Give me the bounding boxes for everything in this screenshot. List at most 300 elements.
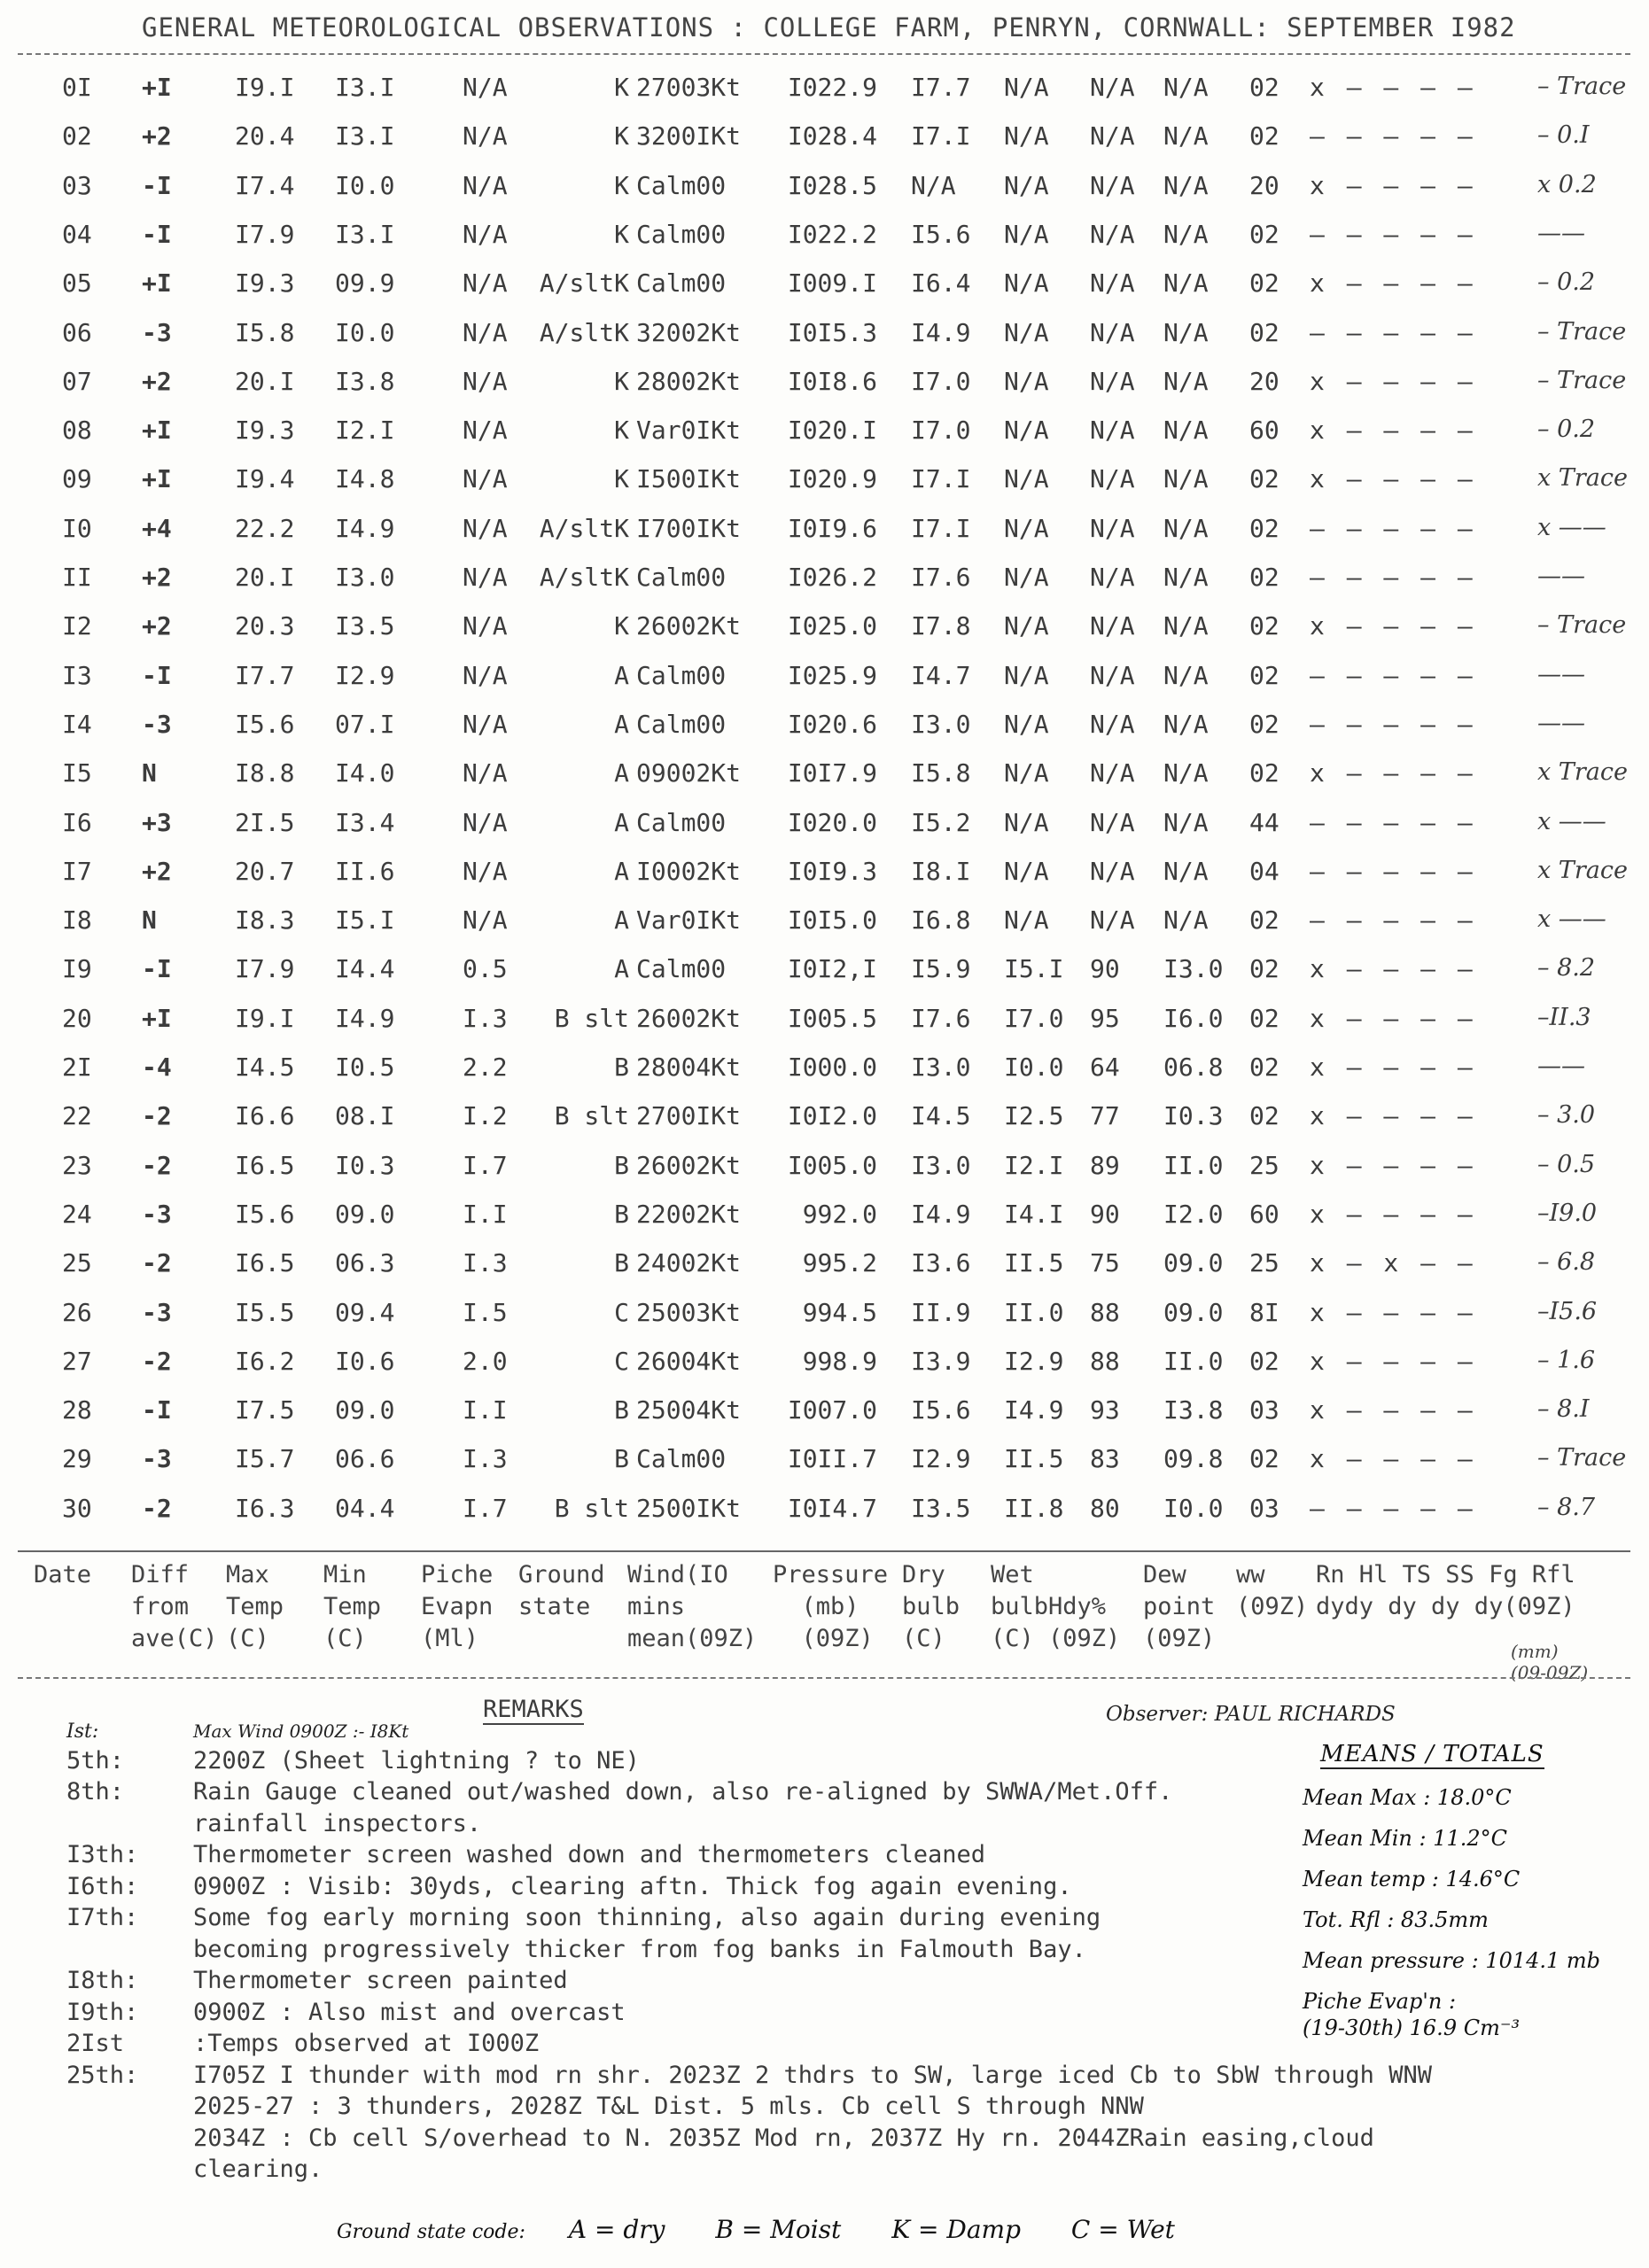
cell-ww: 02 [1249,1444,1280,1474]
header-dry-bulb: Dry bulb (C) [902,1561,961,1652]
cell-max: I6.5 [235,1248,295,1278]
table-row [0,1435,1649,1483]
cell-dew: II.0 [1163,1346,1224,1376]
table-row [0,897,1649,944]
cell-date: 04 [62,219,92,249]
cell-pressure: I022.2 [787,219,877,249]
cell-ww: 02 [1249,513,1280,543]
cell-pressure: I007.0 [787,1395,877,1425]
cell-piche: N/A [463,856,508,886]
cell-rnhl: x – – – – [1310,366,1476,396]
cell-max: I9.I [235,1003,295,1033]
cell-diff: +2 [142,366,172,396]
cell-date: 02 [62,121,92,151]
cell-ground: K [614,219,629,249]
cell-diff: +4 [142,513,172,543]
cell-date: 29 [62,1444,92,1474]
header-date: Date [34,1561,92,1588]
cell-dry: I7.I [911,121,971,151]
header-rfl-unit: (mm) (09-09Z) [1511,1641,1589,1683]
cell-wet: I7.0 [1004,1003,1064,1033]
cell-rnhl: x – – – – [1310,268,1476,299]
cell-date: 07 [62,366,92,396]
cell-wet: II.0 [1004,1297,1064,1327]
cell-dew: I0.0 [1163,1493,1224,1523]
cell-max: 22.2 [235,513,295,543]
cell-ww: 02 [1249,709,1280,739]
table-row [0,1289,1649,1337]
cell-diff: +I [142,1003,172,1033]
cell-ww: 02 [1249,317,1280,347]
cell-date: 03 [62,170,92,200]
cell-date: 06 [62,317,92,347]
cell-wind: Var0IKt [636,416,742,446]
cell-hdy: N/A [1090,660,1135,690]
cell-date: 26 [62,1297,92,1327]
cell-diff: -4 [142,1052,172,1082]
cell-wet: N/A [1004,660,1049,690]
cell-pressure: I0II.7 [787,1444,877,1474]
cell-hdy: 95 [1090,1003,1120,1033]
cell-wind: Calm00 [636,660,727,690]
remark-date-label: I7th: [66,1904,139,1931]
cell-rnhl: x – – – – [1310,1297,1476,1327]
cell-wet: N/A [1004,856,1049,886]
cell-wet: N/A [1004,611,1049,641]
cell-hdy: N/A [1090,513,1135,543]
cell-min: I3.I [335,73,395,102]
cell-dry: I3.0 [911,1052,971,1082]
cell-pressure: 998.9 [802,1346,877,1376]
cell-hdy: N/A [1090,905,1135,936]
cell-max: I7.9 [235,219,295,249]
cell-pressure: I020.I [787,416,877,446]
cell-ground: A [614,807,629,837]
cell-dew: I3.0 [1163,954,1224,984]
cell-pressure: 994.5 [802,1297,877,1327]
cell-rfl: –I9.0 [1537,1199,1598,1227]
cell-date: I5 [62,758,92,788]
cell-ww: 20 [1249,366,1280,396]
cell-piche: I.3 [463,1444,508,1474]
cell-date: 08 [62,416,92,446]
cell-max: I5.5 [235,1297,295,1327]
table-row [0,260,1649,307]
cell-dry: I3.0 [911,709,971,739]
cell-hdy: 90 [1090,1199,1120,1229]
header-ground: Ground state [518,1561,605,1620]
cell-hdy: N/A [1090,709,1135,739]
cell-ground: A/sltK [539,317,629,347]
cell-wet: N/A [1004,905,1049,936]
cell-ground: B [614,1248,629,1278]
cell-ww: 02 [1249,268,1280,299]
cell-min: 04.4 [335,1493,395,1523]
cell-date: 09 [62,464,92,494]
cell-rnhl: x – x – – [1310,1248,1476,1278]
cell-dry: I7.0 [911,366,971,396]
cell-ww: 60 [1249,1199,1280,1229]
cell-dry: I6.4 [911,268,971,299]
remark-text: Thermometer screen painted [193,1967,568,1994]
cell-ww: 02 [1249,611,1280,641]
cell-wind: 3200IKt [636,121,742,151]
cell-rfl: – 0.2 [1537,268,1596,297]
cell-wet: N/A [1004,416,1049,446]
cell-hdy: N/A [1090,807,1135,837]
top-divider [18,53,1630,55]
cell-dry: I7.7 [911,73,971,102]
cell-rnhl: – – – – – [1310,660,1476,690]
cell-rfl: – 0.2 [1537,416,1596,444]
cell-diff: -3 [142,1199,172,1229]
cell-rnhl: – – – – – [1310,905,1476,936]
cell-rnhl: x – – – – [1310,1101,1476,1131]
cell-ww: 8I [1249,1297,1280,1327]
cell-hdy: N/A [1090,73,1135,102]
cell-ww: 03 [1249,1493,1280,1523]
cell-max: I6.5 [235,1150,295,1180]
cell-rfl: – Trace [1537,317,1627,346]
cell-dry: N/A [911,170,956,200]
cell-diff: +2 [142,856,172,886]
cell-date: I0 [62,513,92,543]
cell-hdy: 90 [1090,954,1120,984]
cell-date: 28 [62,1395,92,1425]
table-row [0,1191,1649,1239]
cell-dry: I2.9 [911,1444,971,1474]
cell-ground: A [614,709,629,739]
cell-wind: Var0IKt [636,905,742,936]
cell-min: I0.3 [335,1150,395,1180]
cell-ww: 02 [1249,954,1280,984]
cell-date: I2 [62,611,92,641]
remark-text: :Temps observed at I000Z [193,2030,540,2057]
cell-dew: N/A [1163,563,1209,592]
cell-ww: 03 [1249,1395,1280,1425]
cell-diff: +2 [142,611,172,641]
cell-dew: N/A [1163,121,1209,151]
table-row [0,1338,1649,1386]
cell-piche: N/A [463,219,508,249]
cell-hdy: N/A [1090,611,1135,641]
cell-date: I4 [62,709,92,739]
cell-pressure: I028.5 [787,170,877,200]
cell-dew: N/A [1163,416,1209,446]
cell-min: I3.5 [335,611,395,641]
cell-wind: 25003Kt [636,1297,742,1327]
table-row [0,602,1649,650]
cell-piche: I.5 [463,1297,508,1327]
cell-ww: 02 [1249,219,1280,249]
remarks-divider [18,1677,1630,1679]
cell-max: I6.3 [235,1493,295,1523]
cell-rnhl: x – – – – [1310,1346,1476,1376]
cell-max: I5.7 [235,1444,295,1474]
cell-dry: I3.5 [911,1493,971,1523]
cell-rnhl: – – – – – [1310,317,1476,347]
cell-ground: K [614,611,629,641]
cell-wet: I0.0 [1004,1052,1064,1082]
cell-wet: II.8 [1004,1493,1064,1523]
cell-wet: II.5 [1004,1444,1064,1474]
cell-ww: 02 [1249,660,1280,690]
cell-wet: II.5 [1004,1248,1064,1278]
means-item: Mean Max : 18.0°C [1303,1785,1512,1810]
cell-wind: 09002Kt [636,758,742,788]
cell-diff: -I [142,954,172,984]
cell-ground: B slt [554,1101,629,1131]
cell-rfl: –I5.6 [1537,1297,1598,1325]
cell-wind: 26002Kt [636,1150,742,1180]
cell-min: I3.4 [335,807,395,837]
cell-dry: I6.8 [911,905,971,936]
cell-min: I5.I [335,905,395,936]
cell-dew: II.0 [1163,1150,1224,1180]
cell-diff: +2 [142,563,172,592]
cell-dew: 06.8 [1163,1052,1224,1082]
table-row [0,162,1649,210]
remark-date-label: Ist: [66,1720,99,1743]
cell-min: I0.0 [335,170,395,200]
cell-dew: I0.3 [1163,1101,1224,1131]
cell-max: I8.3 [235,905,295,936]
remark-text: Rain Gauge cleaned out/washed down, also re-aligned by SWWA/Met.Off. [193,1778,1173,1806]
cell-dew: N/A [1163,366,1209,396]
cell-wet: I2.I [1004,1150,1064,1180]
cell-rnhl: – – – – – [1310,121,1476,151]
cell-hdy: N/A [1090,856,1135,886]
cell-rfl: x —— [1537,513,1606,541]
cell-rfl: – 8.2 [1537,954,1596,983]
cell-ground: K [614,366,629,396]
cell-dry: I5.2 [911,807,971,837]
cell-pressure: I000.0 [787,1052,877,1082]
cell-piche: I.2 [463,1101,508,1131]
cell-ground: A [614,954,629,984]
cell-diff: N [142,758,157,788]
means-item: Mean temp : 14.6°C [1303,1867,1521,1891]
remark-text: 2034Z : Cb cell S/overhead to N. 2035Z Mod rn, 2037Z Hy rn. 2044ZRain easing,cloud [193,2124,1374,2152]
cell-pressure: I0I2.0 [787,1101,877,1131]
cell-dew: I2.0 [1163,1199,1224,1229]
table-row [0,1485,1649,1533]
cell-piche: N/A [463,709,508,739]
cell-piche: 2.0 [463,1346,508,1376]
table-row [0,701,1649,749]
cell-wet: N/A [1004,268,1049,299]
cell-dew: N/A [1163,219,1209,249]
cell-dry: I3.9 [911,1346,971,1376]
cell-piche: N/A [463,121,508,151]
cell-diff: -I [142,170,172,200]
cell-dry: I4.9 [911,1199,971,1229]
cell-wind: Calm00 [636,807,727,837]
cell-rnhl: x – – – – [1310,73,1476,102]
cell-rfl: – Trace [1537,73,1627,100]
cell-diff: -2 [142,1150,172,1180]
cell-wind: 26002Kt [636,611,742,641]
cell-piche: N/A [463,170,508,200]
cell-piche: I.I [463,1199,508,1229]
cell-max: I5.6 [235,709,295,739]
table-row [0,113,1649,160]
header-piche: Piche Evapn (Ml) [421,1561,494,1652]
cell-dew: N/A [1163,513,1209,543]
cell-max: I7.9 [235,954,295,984]
cell-min: I3.I [335,219,395,249]
cell-date: 05 [62,268,92,299]
cell-piche: I.7 [463,1493,508,1523]
table-bottom-rule [18,1550,1630,1552]
remark-date-label: I8th: [66,1967,139,1994]
remark-date-label: I6th: [66,1872,139,1900]
cell-wind: Calm00 [636,563,727,592]
cell-piche: N/A [463,563,508,592]
cell-max: I9.3 [235,268,295,299]
cell-rnhl: x – – – – [1310,1395,1476,1425]
cell-min: 09.0 [335,1395,395,1425]
cell-date: 0I [62,73,92,102]
cell-hdy: 75 [1090,1248,1120,1278]
cell-pressure: I0I9.6 [787,513,877,543]
cell-rnhl: x – – – – [1310,1150,1476,1180]
header-wind: Wind(IO mins mean(09Z) [627,1561,758,1652]
remark-text: 2200Z (Sheet lightning ? to NE) [193,1746,640,1775]
cell-wet: N/A [1004,758,1049,788]
cell-diff: -I [142,1395,172,1425]
cell-max: I6.2 [235,1346,295,1376]
cell-wind: Calm00 [636,954,727,984]
cell-ww: 02 [1249,73,1280,102]
remark-text: rainfall inspectors. [193,1809,482,1837]
cell-hdy: 89 [1090,1150,1120,1180]
cell-rfl: x —— [1537,807,1606,835]
cell-dry: I8.I [911,856,971,886]
cell-hdy: N/A [1090,317,1135,347]
cell-rnhl: x – – – – [1310,170,1476,200]
cell-ww: 25 [1249,1150,1280,1180]
cell-rfl: —— [1537,563,1585,590]
cell-pressure: 992.0 [802,1199,877,1229]
cell-dry: I7.6 [911,1003,971,1033]
cell-wind: I500IKt [636,464,742,494]
cell-hdy: N/A [1090,464,1135,494]
remark-date-label: 8th: [66,1778,125,1806]
cell-piche: N/A [463,660,508,690]
cell-wet: N/A [1004,513,1049,543]
cell-wet: N/A [1004,121,1049,151]
table-row [0,1386,1649,1434]
means-item: Piche Evap'n : [1303,1989,1457,2014]
cell-ww: 02 [1249,758,1280,788]
cell-wet: N/A [1004,219,1049,249]
cell-date: 2I [62,1052,92,1082]
cell-piche: I.3 [463,1248,508,1278]
cell-pressure: I0I5.0 [787,905,877,936]
cell-ww: 02 [1249,1346,1280,1376]
table-row [0,1092,1649,1140]
cell-max: 20.4 [235,121,295,151]
cell-ground: B [614,1444,629,1474]
cell-wet: N/A [1004,464,1049,494]
observer-name: Observer: PAUL RICHARDS [1106,1703,1396,1726]
cell-rnhl: x – – – – [1310,758,1476,788]
cell-rnhl: x – – – – [1310,954,1476,984]
cell-pressure: I025.9 [787,660,877,690]
header-ww: ww (09Z) [1236,1561,1309,1620]
cell-wind: 2500IKt [636,1493,742,1523]
cell-rfl: – Trace [1537,611,1627,640]
means-item: Tot. Rfl : 83.5mm [1303,1907,1489,1932]
cell-rfl: – 1.6 [1537,1346,1596,1374]
cell-wet: N/A [1004,73,1049,102]
cell-date: II [62,563,92,592]
cell-pressure: I0I5.3 [787,317,877,347]
table-row [0,358,1649,406]
cell-dew: N/A [1163,73,1209,102]
means-item: (19-30th) 16.9 Cm⁻³ [1303,2016,1521,2040]
means-item: Mean Min : 11.2°C [1303,1826,1508,1851]
cell-min: 09.9 [335,268,395,299]
cell-ww: 02 [1249,905,1280,936]
cell-pressure: I005.0 [787,1150,877,1180]
cell-diff: +3 [142,807,172,837]
cell-wind: 28002Kt [636,366,742,396]
cell-wind: 27003Kt [636,73,742,102]
cell-hdy: N/A [1090,268,1135,299]
cell-dry: II.9 [911,1297,971,1327]
cell-hdy: 88 [1090,1297,1120,1327]
cell-wet: N/A [1004,709,1049,739]
cell-dry: I5.6 [911,219,971,249]
cell-piche: N/A [463,905,508,936]
cell-rnhl: – – – – – [1310,563,1476,592]
cell-diff: -2 [142,1101,172,1131]
cell-dew: N/A [1163,905,1209,936]
cell-dew: 09.8 [1163,1444,1224,1474]
cell-pressure: 995.2 [802,1248,877,1278]
cell-rnhl: x – – – – [1310,416,1476,446]
cell-hdy: 64 [1090,1052,1120,1082]
cell-max: 20.I [235,563,295,592]
cell-rfl: – 3.0 [1537,1101,1596,1130]
table-row [0,64,1649,112]
cell-pressure: I020.0 [787,807,877,837]
header-min-temp: Min Temp (C) [323,1561,382,1652]
cell-diff: +I [142,464,172,494]
cell-date: 25 [62,1248,92,1278]
cell-min: I4.8 [335,464,395,494]
cell-date: 23 [62,1150,92,1180]
cell-wind: Calm00 [636,709,727,739]
cell-piche: N/A [463,366,508,396]
remark-text: I705Z I thunder with mod rn shr. 2023Z 2 thdrs to SW, large iced Cb to SbW through WNW [193,2061,1432,2089]
cell-rfl: x Trace [1537,758,1628,787]
cell-wet: N/A [1004,563,1049,592]
table-row [0,407,1649,454]
cell-hdy: N/A [1090,121,1135,151]
cell-piche: N/A [463,268,508,299]
cell-dry: I3.6 [911,1248,971,1278]
cell-pressure: I022.9 [787,73,877,102]
cell-dew: N/A [1163,758,1209,788]
table-row [0,309,1649,357]
cell-piche: I.3 [463,1003,508,1033]
header-max-temp: Max Temp (C) [226,1561,284,1652]
cell-date: 30 [62,1493,92,1523]
cell-piche: N/A [463,416,508,446]
